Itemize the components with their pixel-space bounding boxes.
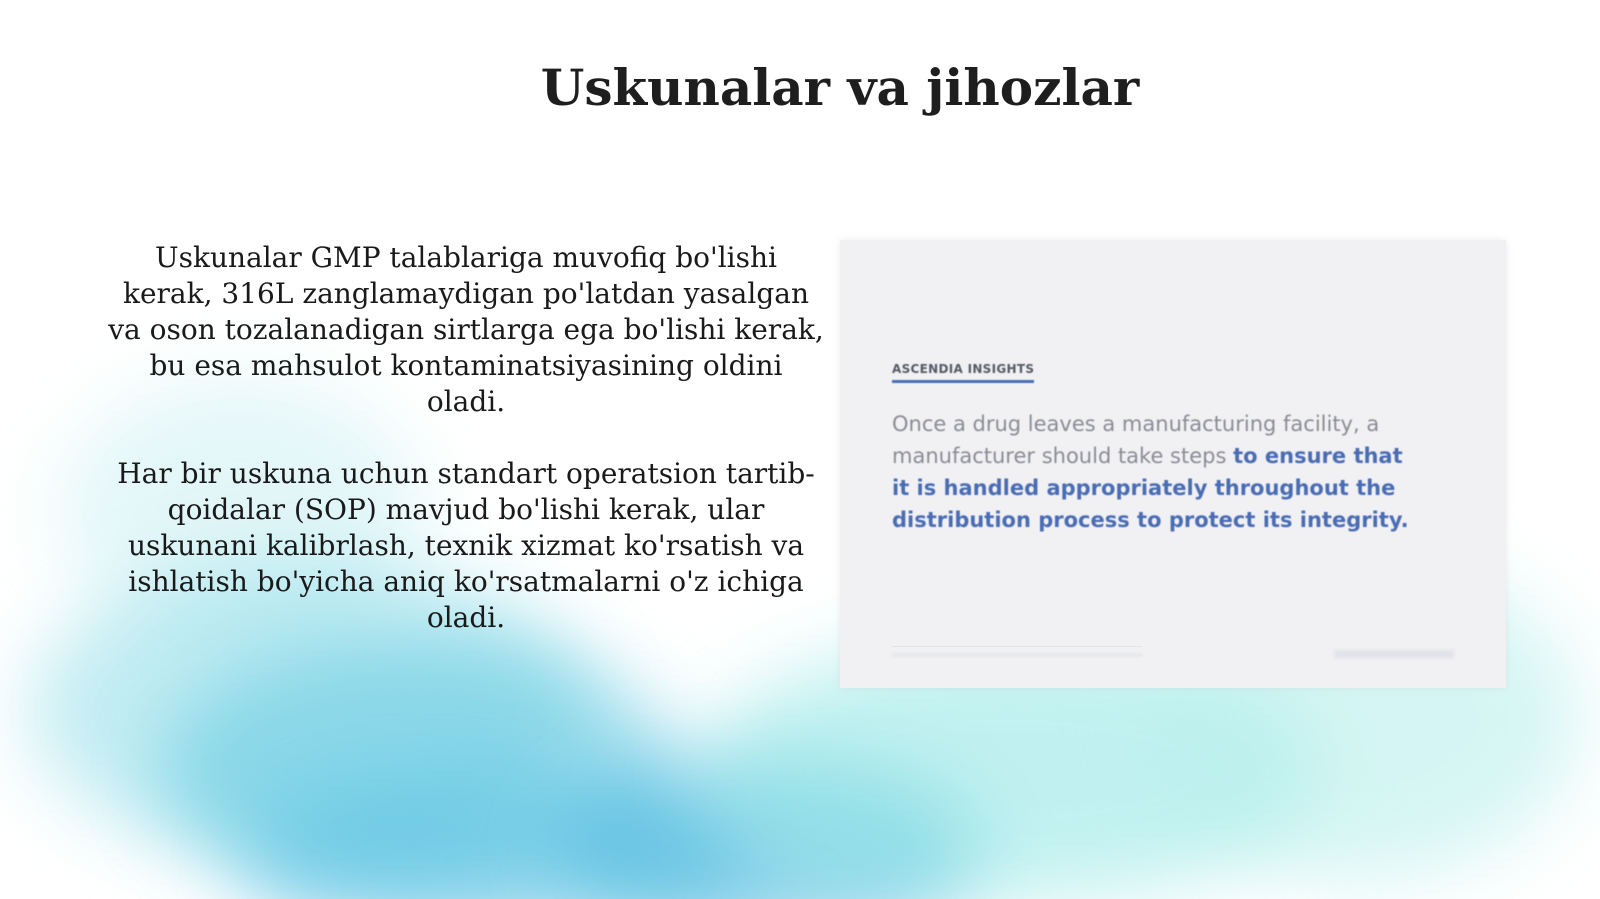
paragraph-gmp: Uskunalar GMP talablariga muvofiq bo'lishi kerak, 316L zanglamaydigan po'latdan yasalgan va oson tozalanadigan sirtlarga ega bo'lishi kerak, bu esa mahsulot kontaminatsiyasining oldini oladi. <box>108 241 824 418</box>
insight-quote <box>892 408 1422 536</box>
card-footer-divider <box>892 646 1142 655</box>
quote-highlight-text: to ensure that it is handled appropriately throughout the distribution process to protect its integrity. <box>892 444 1409 532</box>
faint-footer-text <box>892 653 1142 657</box>
faint-footer-logo <box>1334 650 1454 658</box>
quote-plain-text: Once a drug leaves a manufacturing facility, a manufacturer should take steps <box>892 412 1380 468</box>
body-text <box>108 240 824 672</box>
insight-image-card <box>840 240 1506 688</box>
slide-title: Uskunalar va jihozlar <box>540 58 1140 117</box>
insight-label: ASCENDIA INSIGHTS <box>892 362 1034 383</box>
paragraph-sop: Har bir uskuna uchun standart operatsion tartib-qoidalar (SOP) mavjud bo'lishi kerak, ular uskunani kalibrlash, texnik xizmat ko'rsatish va ishlatish bo'yicha aniq ko'rsatmalarni o'z ichiga oladi. <box>117 457 815 634</box>
